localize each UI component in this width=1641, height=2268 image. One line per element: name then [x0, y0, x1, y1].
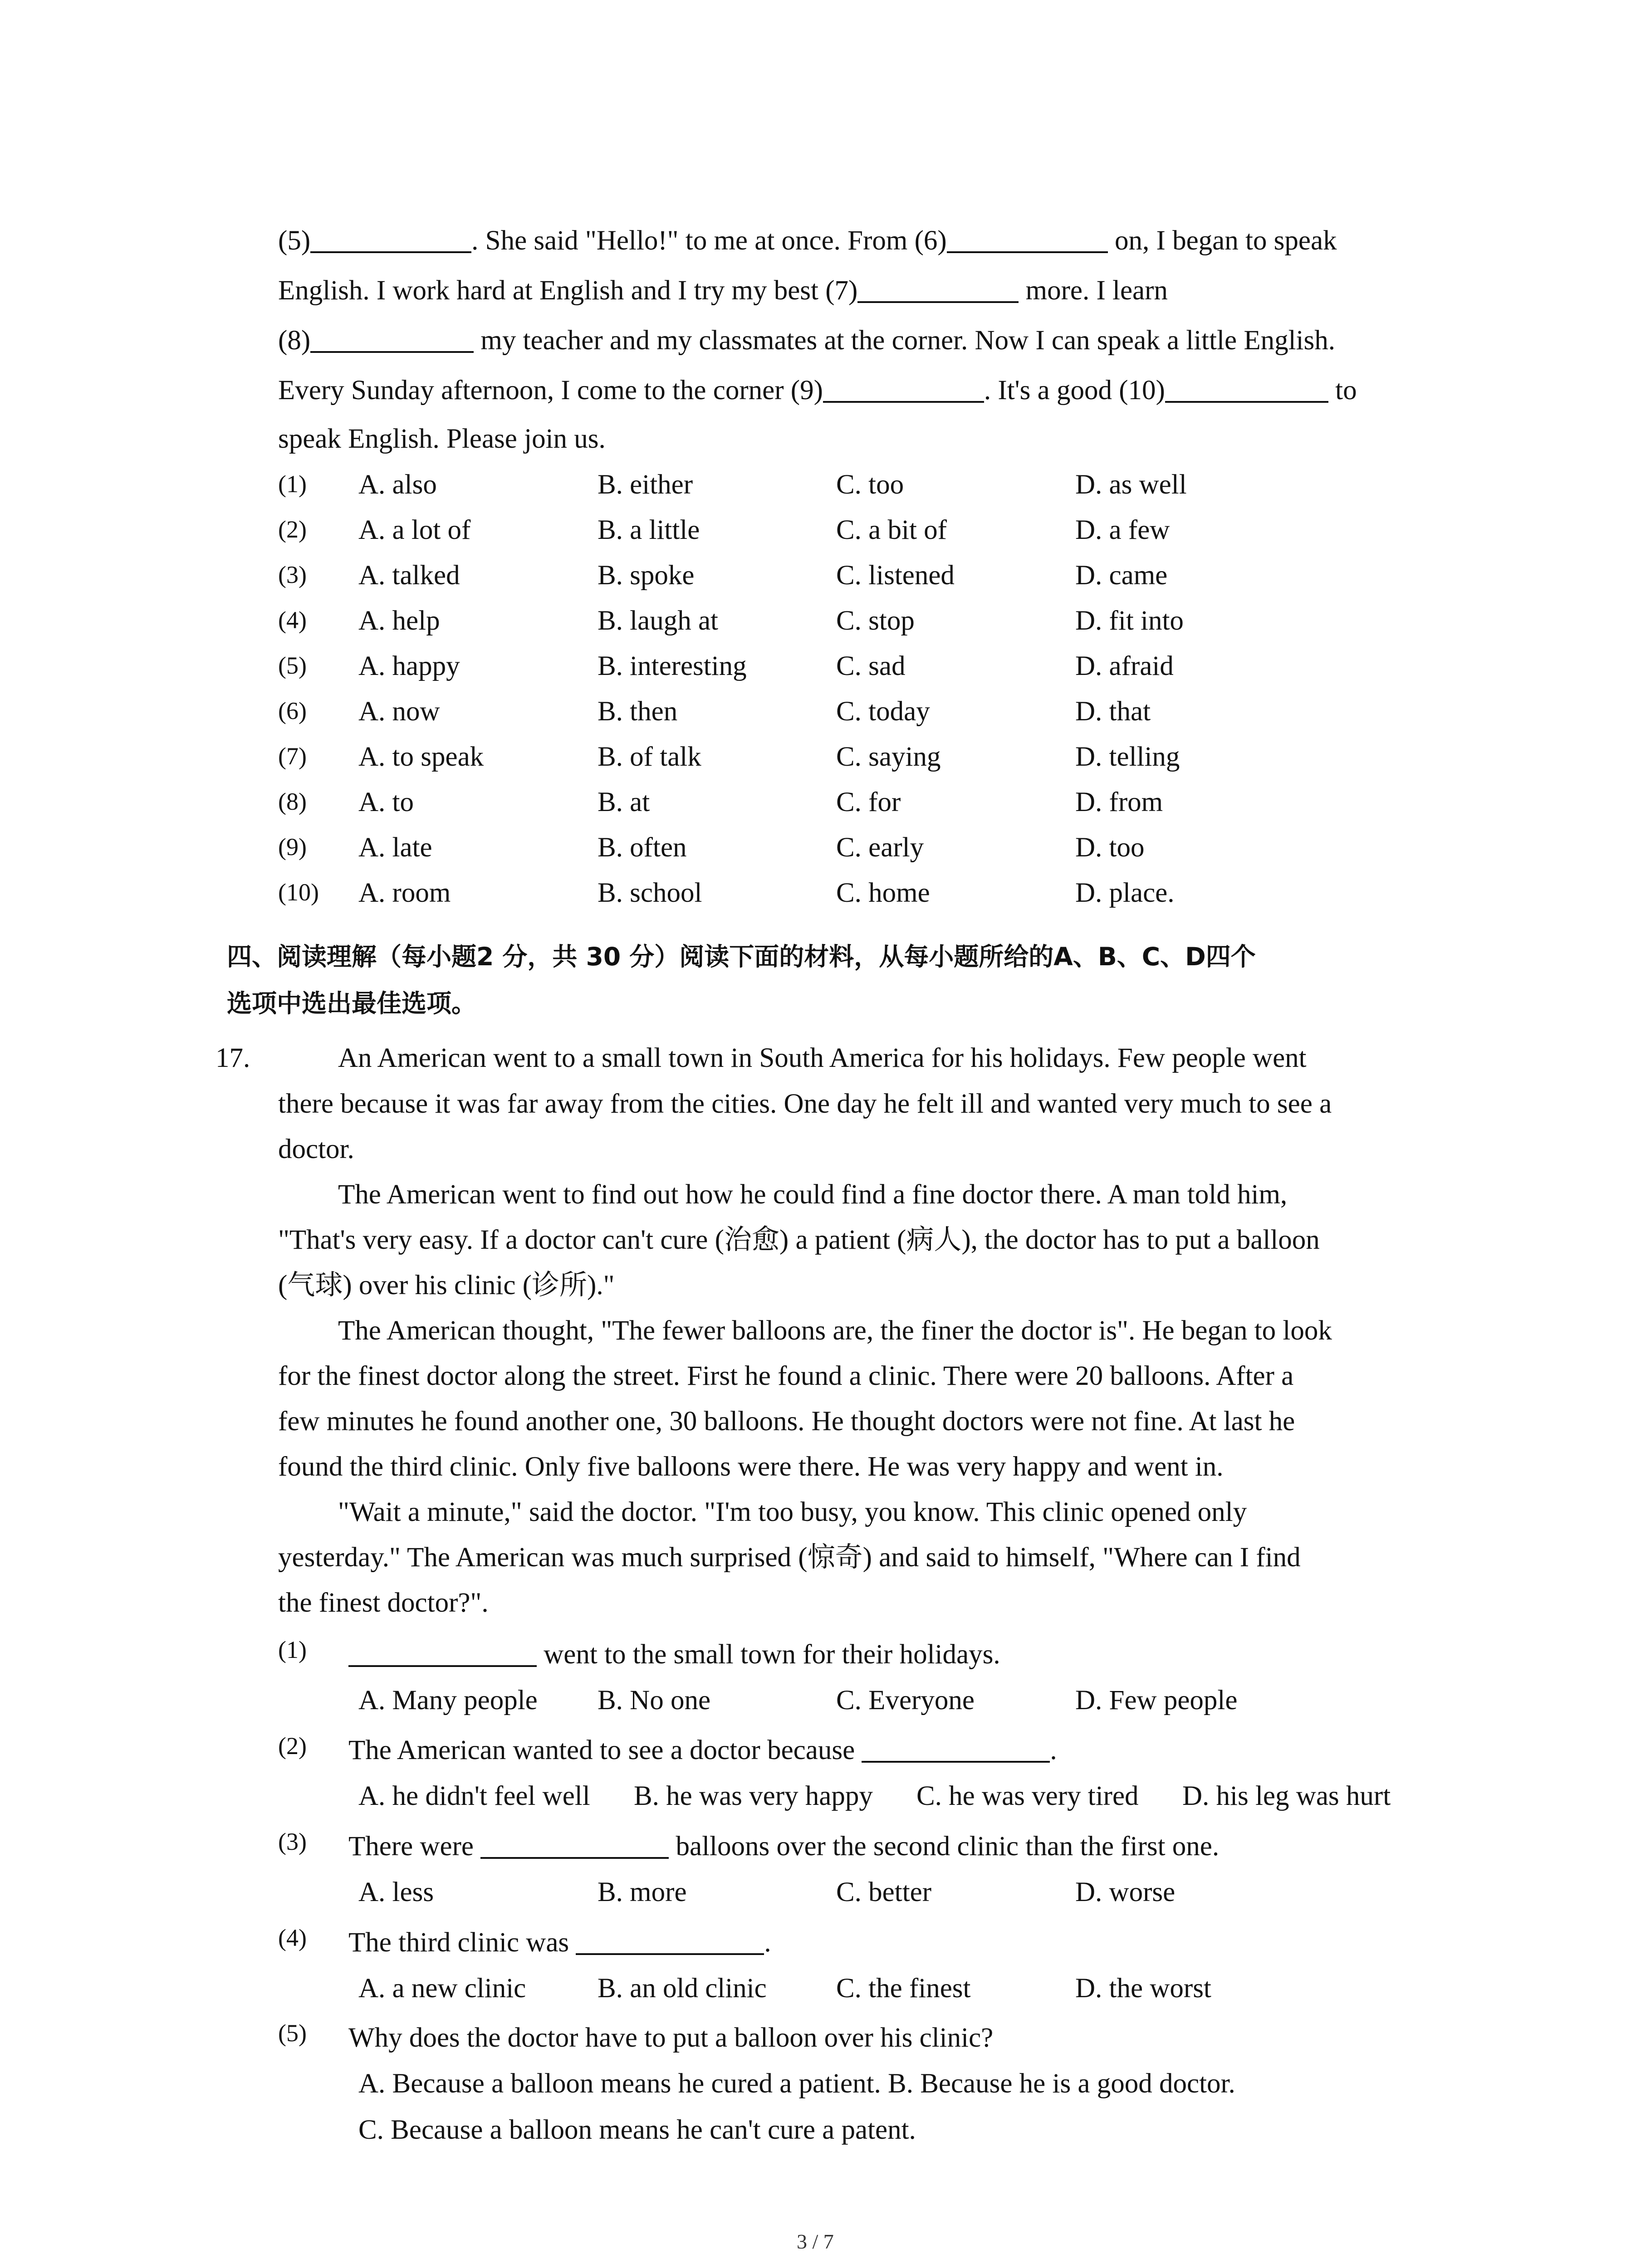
answer-blank: [348, 1641, 537, 1667]
answer-blank: [823, 376, 984, 403]
question-stem: There were balloons over the second clinic than the first one.: [348, 1831, 1220, 1862]
passage-line: (8) my teacher and my classmates at the corner. Now I can speak a little English.: [278, 325, 1335, 356]
passage-line: the finest doctor?".: [278, 1588, 489, 1618]
answer-blank: [1165, 376, 1328, 403]
question-stem: went to the small town for their holidays.: [348, 1641, 1000, 1668]
question-number: 17.: [216, 1043, 250, 1073]
passage-line: "That's very easy. If a doctor can't cure (治愈) a patient (病人), the doctor has to put a balloon: [278, 1225, 1320, 1255]
answer-blank: [310, 327, 474, 353]
answer-blank: [862, 1736, 1050, 1763]
document-page: (5) . She said "Hello!" to me at once. From (6) on, I began to speak English. I work hard at English and I try my best (7) more. I learn (8) my teacher and my classmates at the corner. Now I can speak a little English. Every Sunday afternoon, I come to the corner (9) . It's a good (10) to speak English. Please join us. (1) A. also B. either C. too D. as well (2) A. a lot of B. a little C. a bit of D. a few (3) A. talked B. spoke C. listened D. came (4) A. help B. laugh at C. stop D. fit into (5) A. happy B. interesting C. sad D. afraid (6) A. now B. then C. today D. that (7) A. to speak B. of talk C. saying D. telling (8) A. to B. at C. for D. from (9) A. late B. often C. early D. too (10) A. room B. school C. home D. place. 四、阅读理解（每小题2 分，共 30 分）阅读下面的材料，从每小题所给的A、B、C、D四个 选项中选出最佳选项。 17. An American went to a small town in South America for his holidays. Few people went there because it was far away from the cities. One day he felt ill and wanted very much to see a doctor. The American went to find out how he could find a fine doctor there. A man told him, "That's very easy. If a doctor can't cure (治愈) a patient (病人), the doctor has to put a balloon (气球) over his clinic (诊所)." The American thought, "The fewer balloons are, the finer the doctor is". He began to look for the finest doctor along the street. First he found a clinic. There were 20 balloons. After a few minutes he found another one, 30 balloons. He thought doctors were not fine. At last he found the third clinic. Only five balloons were there. He was very happy and went in. "Wait a minute," said the doctor. "I'm too busy, you know. This clinic opened only yesterday." The American was much surprised (惊奇) and said to himself, "Where can I find the finest doctor?". (1) went to the small town for their holidays. A. Many people B. No one C. Everyone D. Few people (2) The American wanted to see a doctor because . A. he didn't feel well B. he was very happy C. he was very tired D. his leg was hurt (3) There were balloons over the second clinic than the first one. A. less B. more C. better D. worse (4) The third clinic was . A. a new clinic B. an old clinic C. the finest D. the worst (5) Why does the doctor have to put a balloon over his clinic? A. Because a balloon means he cured a patient. B. Because he is a good doctor. C. Because a balloon means he can't cure a patent. 3 / 7: [216, 225, 1391, 2253]
answer-blank: [310, 227, 471, 253]
passage-line: The American thought, "The fewer balloons are, the finer the doctor is". He began to look: [338, 1315, 1332, 1346]
passage-line: (气球) over his clinic (诊所).": [278, 1270, 615, 1300]
answer-blank: [947, 227, 1108, 253]
passage-line: The American went to find out how he could find a fine doctor there. A man told him,: [338, 1179, 1288, 1210]
answer-blank: [480, 1833, 669, 1859]
answer-blank: [576, 1929, 764, 1955]
passage-line: "Wait a minute," said the doctor. "I'm too busy, you know. This clinic opened only: [338, 1497, 1247, 1527]
passage-line: few minutes he found another one, 30 balloons. He thought doctors were not fine. At last he: [278, 1406, 1295, 1437]
passage-line: An American went to a small town in South America for his holidays. Few people went: [338, 1043, 1307, 1073]
question-stem: Why does the doctor have to put a balloon over his clinic?: [348, 2023, 994, 2053]
passage-line: (5) . She said "Hello!" to me at once. From (6) on, I began to speak: [278, 225, 1337, 256]
passage-line: for the finest doctor along the street. First he found a clinic. There were 20 balloons. After a: [278, 1361, 1294, 1391]
question-stem: The third clinic was .: [348, 1927, 771, 1958]
option-line: A. Because a balloon means he cured a patient. B. Because he is a good doctor.: [358, 2068, 1235, 2099]
passage-line: there because it was far away from the cities. One day he felt ill and wanted very much to see a: [278, 1089, 1332, 1119]
passage-line: yesterday." The American was much surprised (惊奇) and said to himself, "Where can I find: [278, 1542, 1301, 1573]
section-heading: 选项中选出最佳选项。: [227, 989, 477, 1018]
section-heading: 四、阅读理解（每小题2 分，共 30 分）阅读下面的材料，从每小题所给的A、B、C、D四个: [227, 942, 1256, 971]
question-stem: The American wanted to see a doctor because .: [348, 1735, 1057, 1765]
answer-blank: [857, 277, 1019, 303]
passage-line: speak English. Please join us.: [278, 424, 606, 454]
passage-line: Every Sunday afternoon, I come to the corner (9) . It's a good (10) to: [278, 375, 1357, 406]
passage-line: English. I work hard at English and I try my best (7) more. I learn: [278, 275, 1168, 306]
passage-line: doctor.: [278, 1134, 354, 1164]
page-number: 3 / 7: [797, 2230, 834, 2253]
passage-line: found the third clinic. Only five balloons were there. He was very happy and went in.: [278, 1452, 1224, 1482]
option-line: C. Because a balloon means he can't cure a patent.: [358, 2115, 916, 2145]
